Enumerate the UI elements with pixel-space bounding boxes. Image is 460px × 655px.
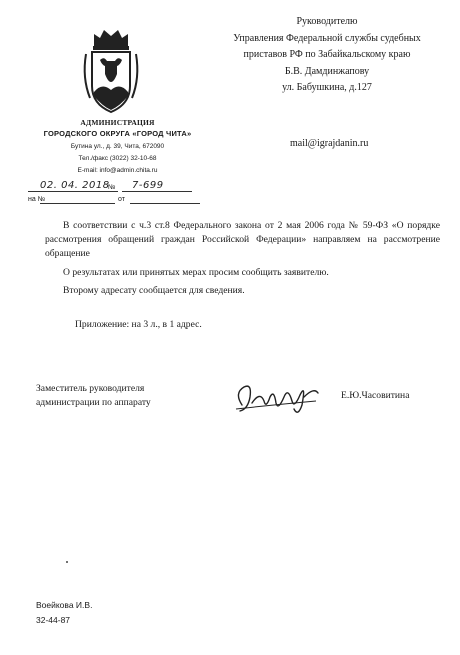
reference-from-label: от <box>118 196 125 203</box>
executor-name: Воейкова И.В. <box>36 600 93 610</box>
recipient-block <box>220 14 434 97</box>
handwritten-number: 7-699 <box>132 180 164 191</box>
reference-number-line <box>40 203 115 204</box>
body-paragraph-2: О результатах или принятых мерах просим сообщить заявителю. <box>63 267 329 278</box>
date-underline <box>28 191 118 192</box>
recipient-line-5: ул. Бабушкина, д.127 <box>282 82 372 93</box>
number-underline <box>122 191 192 192</box>
executor-phone: 32-44-87 <box>36 615 71 625</box>
number-label: № <box>108 184 116 191</box>
stray-mark <box>66 561 68 563</box>
attachment-note: Приложение: на 3 л., в 1 адрес. <box>75 319 202 330</box>
org-email: E-mail: info@admin.chita.ru <box>77 167 158 174</box>
recipient-line-3: приставов РФ по Забайкальскому краю <box>243 49 411 60</box>
signer-name: Е.Ю.Часовитина <box>341 390 410 401</box>
body-paragraph-3: Второму адресату сообщается для сведения. <box>63 285 245 296</box>
signer-title-line1: Заместитель руководителя <box>36 383 145 394</box>
recipient-line-4: Б.В. Дамдинжапову <box>284 65 370 77</box>
reference-prefix: на № <box>28 196 46 203</box>
recipient-line-1: Руководителю <box>296 16 358 27</box>
body-paragraph-1: В соответствии с ч.3 ст.8 Федерального закона от 2 мая 2006 года № 59-ФЗ «О порядке рассмотрения обращений граждан Российской Федерации» направляем на рассмотрение обращение <box>45 220 440 259</box>
org-address: Бутина ул., д. 39, Чита, 672090 <box>70 143 165 150</box>
org-name-line1: АДМИНИСТРАЦИЯ <box>80 118 155 127</box>
coat-of-arms-emblem <box>80 28 142 114</box>
recipient-email: mail@igrajdanin.ru <box>290 138 369 149</box>
recipient-line-2: Управления Федеральной службы судебных <box>233 32 421 44</box>
org-phone: Тел./факс (3022) 32-10-68 <box>78 155 157 162</box>
reference-date-line <box>130 203 200 204</box>
handwritten-signature <box>232 375 324 419</box>
handwritten-date: 02. 04. 2018 <box>40 180 110 191</box>
signer-title-line2: администрации по аппарату <box>36 397 151 408</box>
org-name-line2: ГОРОДСКОГО ОКРУГА «ГОРОД ЧИТА» <box>43 129 192 138</box>
